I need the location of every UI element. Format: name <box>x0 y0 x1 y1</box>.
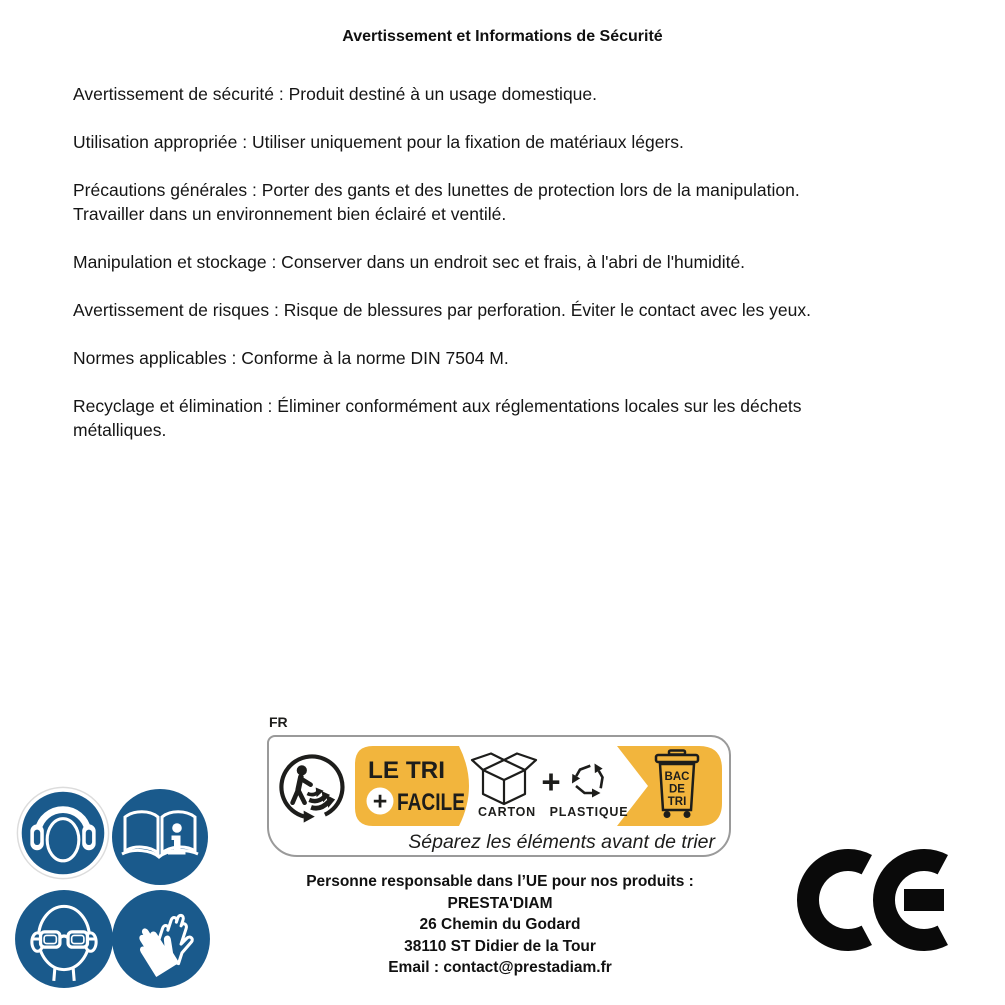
sorting-instruction-band <box>355 746 722 826</box>
material-carton-label: CARTON <box>477 805 537 819</box>
recycling-info-label <box>267 714 731 857</box>
ce-mark-icon <box>796 841 948 959</box>
country-code-label: FR <box>269 714 288 730</box>
materials-plus-sign: + <box>541 763 561 800</box>
bin-label-line1: BAC <box>664 771 690 783</box>
safety-paragraph: Recyclage et élimination : Éliminer conformément aux réglementations locales sur les déchets métalliques. <box>73 396 802 440</box>
safety-paragraph: Normes applicables : Conforme à la norme DIN 7504 M. <box>73 348 509 368</box>
read-instruction-manual-icon <box>110 787 210 887</box>
headline-facile: FACILE <box>397 789 465 816</box>
wear-protective-gloves-icon <box>110 888 212 990</box>
contact-email: Email : contact@prestadiam.fr <box>388 959 612 976</box>
safety-paragraph: Avertissement de sécurité : Produit destiné à un usage domestique. <box>73 84 598 104</box>
triman-icon <box>275 750 349 824</box>
headline-plus: + <box>372 787 388 816</box>
bin-label-line3: TRI <box>667 796 687 808</box>
safety-paragraphs <box>73 82 953 466</box>
safety-paragraph: Avertissement de risques : Risque de blessures par perforation. Éviter le contact avec les yeux. <box>73 300 811 320</box>
safety-paragraph: Précautions générales : Porter des gants et des lunettes de protection lors de la manipulation. Travailler dans un environnement bien éclairé et ventilé. <box>73 180 800 224</box>
material-plastique-label: PLASTIQUE <box>549 805 629 819</box>
sorting-tagline: Séparez les éléments avant de trier <box>408 831 715 853</box>
bin-label-line2: DE <box>669 783 685 796</box>
responsible-line: Personne responsable dans l’UE pour nos produits : <box>306 873 694 890</box>
address-city: 38110 ST Didier de la Tour <box>404 937 596 955</box>
wear-eye-protection-icon <box>13 888 115 990</box>
responsible-person-block <box>240 871 760 979</box>
company-name: PRESTA'DIAM <box>447 894 553 912</box>
page-title: Avertissement et Informations de Sécurité <box>342 28 663 45</box>
safety-paragraph: Manipulation et stockage : Conserver dans un endroit sec et frais, à l'abri de l'humidité. <box>73 252 746 272</box>
wear-ear-protection-icon <box>15 785 111 881</box>
address-street: 26 Chemin du Godard <box>419 916 581 933</box>
safety-paragraph: Utilisation appropriée : Utiliser uniquement pour la fixation de matériaux légers. <box>73 132 684 152</box>
headline-le-tri: LE TRI <box>368 757 445 784</box>
